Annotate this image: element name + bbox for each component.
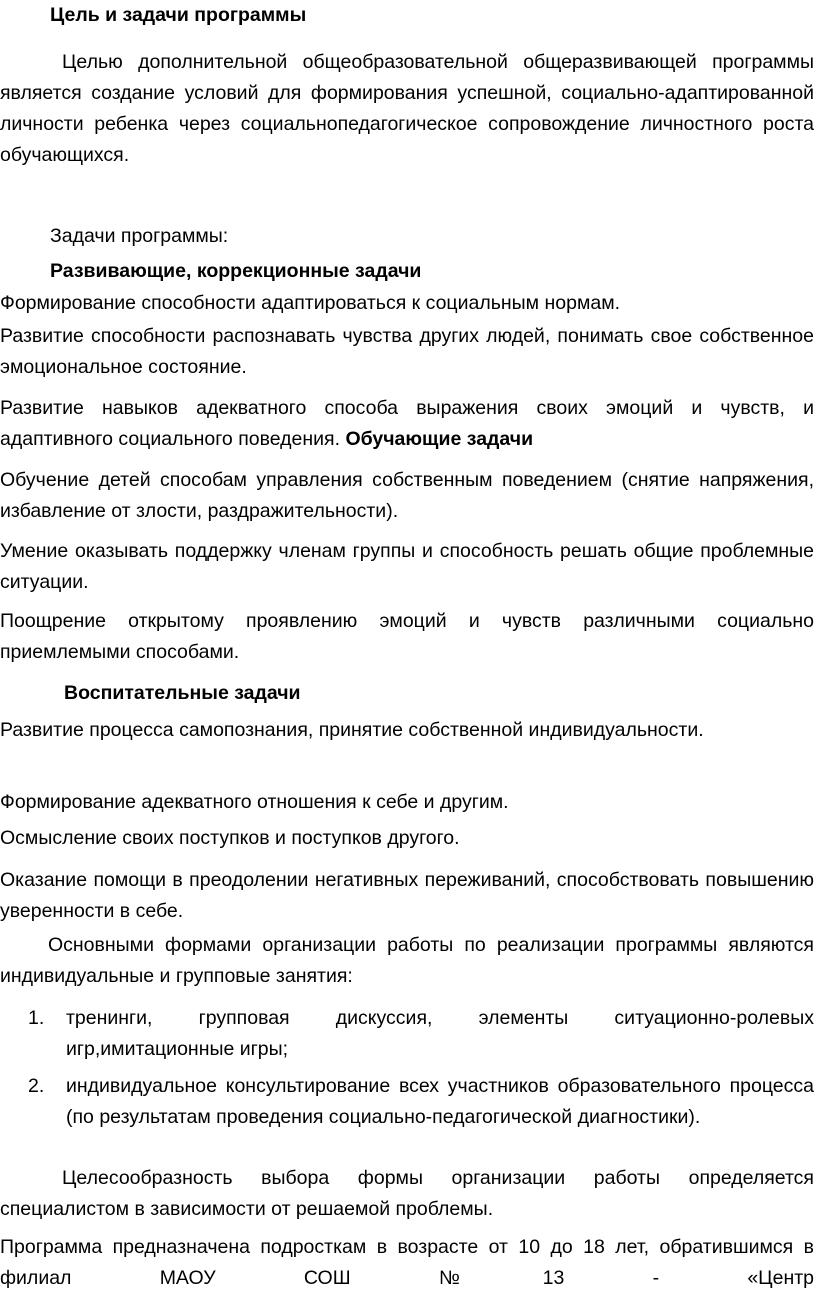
section-heading-developmental: Развивающие, коррекционные задачи: [50, 260, 422, 282]
section-heading-teaching: Обучающие задачи: [345, 428, 534, 450]
tasks-label: Задачи программы:: [50, 225, 229, 247]
dev-task-item: Развитие способности распознавать чувства других людей, понимать свое собственное эмоциональное состояние.: [0, 325, 814, 378]
dev-task-item-text: Развитие навыков адекватного способа выражения своих эмоций и чувств, и адаптивного социального поведения.: [0, 397, 814, 450]
expediency-paragraph: Целесообразность выбора формы организации работы определяется специалистом в зависимости от решаемой проблемы.: [0, 1167, 814, 1220]
goal-paragraph: Целью дополнительной общеобразовательной общеразвивающей программы является создание условий для формирования успешной, социально-адаптированной личности ребенка через социальнопедагогическое сопровождение личностного роста обучающихся.: [0, 51, 814, 166]
audience-paragraph: Программа предназначена подросткам в возрасте от 10 до 18 лет, обратившимся в филиал МАОУ СОШ №13 - «Центр: [0, 1236, 814, 1289]
dev-task-item: Формирование способности адаптироваться к социальным нормам.: [0, 292, 621, 314]
forms-paragraph: Основными формами организации работы по реализации программы являются индивидуальные и групповые занятия:: [0, 934, 814, 987]
forms-list-item: [0, 1003, 814, 1065]
list-number: 1.: [28, 1007, 45, 1029]
section-heading-goal: Цель и задачи программы: [50, 4, 307, 26]
list-item-text: тренинги, групповая дискуссия, элементы ситуационно-ролевых игр,имитационные игры;: [66, 1007, 814, 1060]
teach-task-item: Умение оказывать поддержку членам группы и способность решать общие проблемные ситуации.: [0, 540, 814, 593]
edu-task-item: Формирование адекватного отношения к себе и другим.: [0, 791, 509, 813]
teach-task-item: Обучение детей способам управления собственным поведением (снятие напряжения, избавление от злости, раздражительности).: [0, 469, 814, 522]
forms-list: [0, 1003, 814, 1133]
section-heading-upbringing: Воспитательные задачи: [64, 682, 301, 704]
list-item-text: индивидуальное консультирование всех участников образовательного процесса (по результатам проведения социально-педагогической диагностики).: [66, 1075, 814, 1128]
forms-list-item: [0, 1071, 814, 1133]
edu-task-item: Оказание помощи в преодолении негативных переживаний, способствовать повышению уверенности в себе.: [0, 869, 814, 922]
dev-task-item: [0, 393, 814, 455]
list-number: 2.: [28, 1075, 45, 1097]
edu-task-item: Осмысление своих поступков и поступков другого.: [0, 827, 460, 849]
edu-task-item: Развитие процесса самопознания, принятие собственной индивидуальности.: [0, 719, 704, 741]
teach-task-item: Поощрение открытому проявлению эмоций и чувств различными социально приемлемыми способами.: [0, 610, 814, 663]
